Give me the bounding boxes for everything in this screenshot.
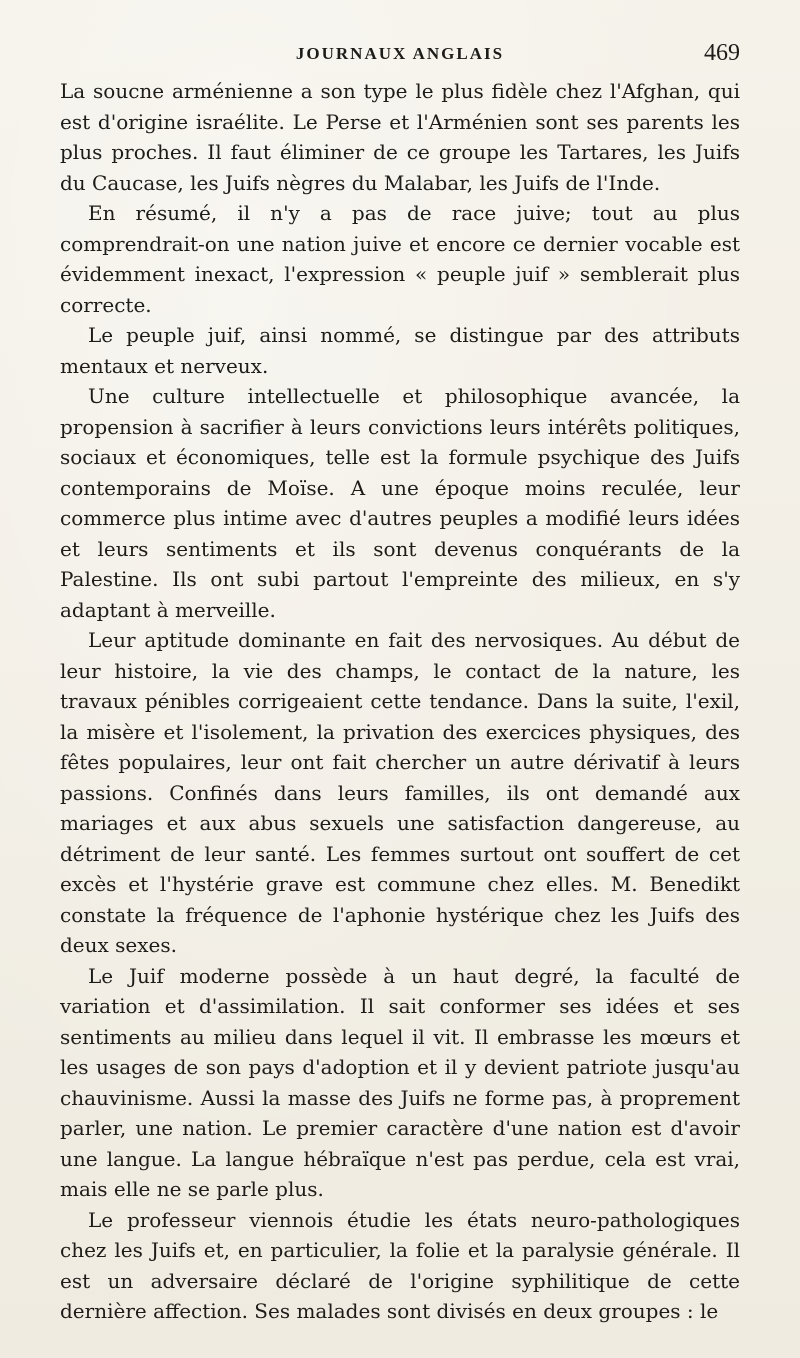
running-head xyxy=(0,40,800,72)
body-text xyxy=(60,76,740,1327)
paragraph-assimilation: Le Juif moderne possède à un haut degré, la faculté de variation et d'assimilation. Il sait conformer ses idées et ses sentiments au milieu dans lequel il vit. Il embrasse les mœurs et les usages de son pays d'adoption et il y devient patriote jusqu'au chauvinisme. Aussi la masse des Juifs ne forme pas, à proprement parler, une nation. Le premier caractère d'une nation est d'avoir une langue. La langue hébraïque n'est pas perdue, cela est vrai, mais elle ne se parle plus. xyxy=(60,963,740,1201)
paragraph-nervous-aptitude: Leur aptitude dominante en fait des nervosiques. Au début de leur histoire, la vie des champs, le contact de la nature, les travaux pénibles corrigeaient cette tendance. Dans la suite, l'exil, la misère et l'isolement, la privation des exercices physiques, des fêtes populaires, leur ont fait chercher un autre dérivatif à leurs passions. Confinés dans leurs familles, ils ont demandé aux mariages et aux abus sexuels une satisfaction dangereuse, au détriment de leur santé. Les femmes surtout ont souffert de cet excès et l'hystérie grave est commune chez elles. M. Benedikt constate la fréquence de l'aphonie hystérique chez les Juifs des deux sexes. xyxy=(60,628,740,957)
paragraph-intellectual-culture: Une culture intellectuelle et philosophique avancée, la propension à sacrifier à leurs convictions leurs intérêts politiques, sociaux et économiques, telle est la formule psychique des Juifs contemporains de Moïse. A une époque moins reculée, leur commerce plus intime avec d'autres peuples a modifié leurs idées et leurs sentiments et ils sont devenus conquérants de la Palestine. Ils ont subi partout l'empreinte des milieux, en s'y adaptant à merveille. xyxy=(60,384,740,622)
paragraph-summary-nation: En résumé, il n'y a pas de race juive; tout au plus comprendrait-on une nation juive et encore ce dernier vocable est évidemment inexact, l'expression « peuple juif » semblerait plus correcte. xyxy=(60,201,740,317)
paragraph-neuro-pathology: Le professeur viennois étudie les états neuro-pathologiques chez les Juifs et, en particulier, la folie et la paralysie générale. Il est un adversaire déclaré de l'origine syphilitique de cette dernière affection. Ses malades sont divisés en deux groupes : le xyxy=(60,1207,740,1323)
paragraph-afghan-origin: La soucne arménienne a son type le plus fidèle chez l'Afghan, qui est d'origine israélite. Le Perse et l'Arménien sont ses parents les plus proches. Il faut éliminer de ce groupe les Tartares, les Juifs du Caucase, les Juifs nègres du Malabar, les Juifs de l'Inde. xyxy=(60,79,740,195)
page-number: 469 xyxy=(704,40,740,66)
running-title: JOURNAUX ANGLAIS xyxy=(295,44,505,63)
paragraph-mental-attributes: Le peuple juif, ainsi nommé, se distingue par des attributs mentaux et nerveux. xyxy=(60,323,740,378)
